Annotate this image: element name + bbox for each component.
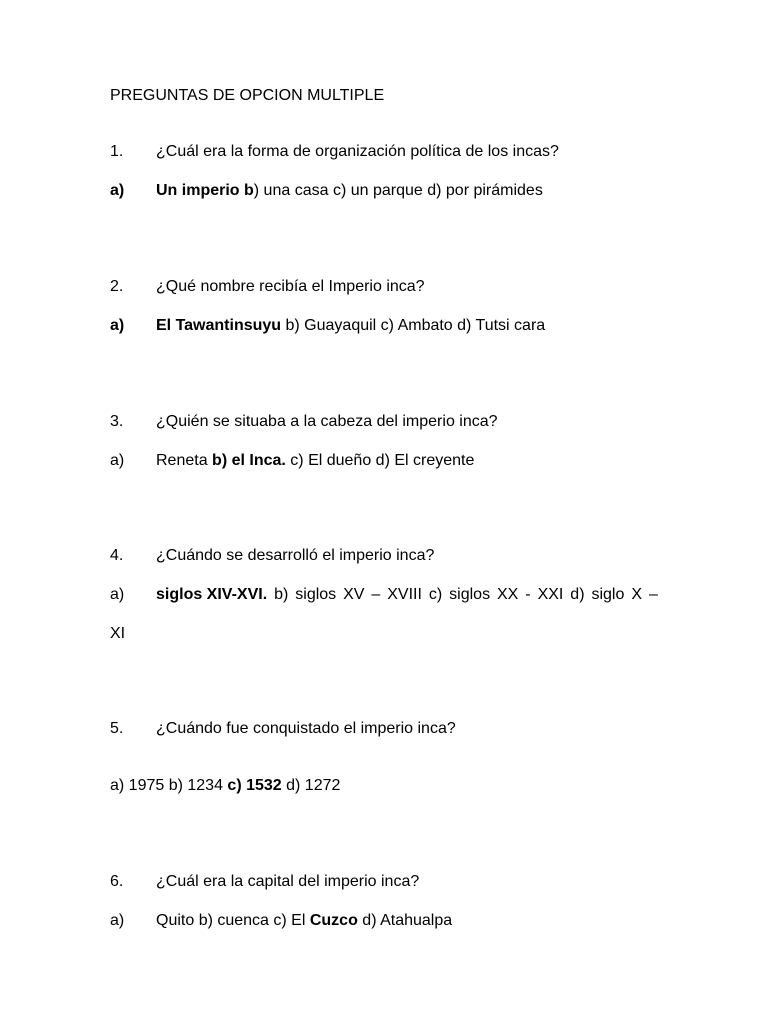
question-number: 2. bbox=[110, 278, 124, 295]
question-5 bbox=[110, 719, 456, 739]
answer-segment: El Tawantinsuyu bbox=[156, 317, 282, 334]
question-text: ¿Quién se situaba a la cabeza del imperio inca? bbox=[156, 413, 498, 430]
answer-options-2 bbox=[110, 316, 545, 336]
question-2 bbox=[110, 277, 425, 297]
page-title: PREGUNTAS DE OPCION MULTIPLE bbox=[110, 87, 385, 104]
question-4 bbox=[110, 546, 434, 566]
answer-options-4 bbox=[110, 585, 658, 605]
answer-segment: b) siglos XV – XVIII c) siglos XX - XXI d) siglo X – bbox=[267, 586, 658, 603]
answer-segment: a) 1975 b) 1234 bbox=[110, 777, 228, 794]
answer-label: a) bbox=[110, 182, 125, 199]
question-text: ¿Cuál era la forma de organización política de los incas? bbox=[156, 143, 559, 160]
answer-options-1 bbox=[110, 181, 543, 201]
question-6 bbox=[110, 872, 419, 892]
question-number: 1. bbox=[110, 143, 124, 160]
question-text: ¿Cuándo se desarrolló el imperio inca? bbox=[156, 547, 435, 564]
answer-options-5 bbox=[110, 776, 340, 796]
answer-label: a) bbox=[110, 452, 125, 469]
answer-segment: b) Guayaquil c) Ambato d) Tutsi cara bbox=[281, 317, 546, 334]
answer-segment: Reneta bbox=[156, 452, 213, 469]
answer-segment: d) Atahualpa bbox=[357, 912, 453, 929]
answer-segment: ) una casa c) un parque d) por pirámides bbox=[253, 182, 543, 199]
answer-segment: d) 1272 bbox=[281, 777, 341, 794]
answer-segment: siglos XIV-XVI. bbox=[156, 586, 268, 603]
question-1 bbox=[110, 142, 559, 162]
answer-options-3 bbox=[110, 451, 474, 471]
answer-label: a) bbox=[110, 912, 125, 929]
answer-segment: Cuzco bbox=[309, 912, 358, 929]
answer-label: a) bbox=[110, 317, 125, 334]
question-text: ¿Cuál era la capital del imperio inca? bbox=[156, 873, 420, 890]
question-text: ¿Qué nombre recibía el Imperio inca? bbox=[156, 278, 425, 295]
answer-label: a) bbox=[110, 586, 125, 603]
answer-segment: b) el Inca. bbox=[212, 452, 286, 469]
question-number: 4. bbox=[110, 547, 124, 564]
answer-segment: c) 1532 bbox=[227, 777, 282, 794]
answer-segment: Un imperio b bbox=[156, 182, 254, 199]
answer-segment: Quito b) cuenca c) El bbox=[156, 912, 310, 929]
answer-segment: c) El dueño d) El creyente bbox=[285, 452, 475, 469]
question-text: ¿Cuándo fue conquistado el imperio inca? bbox=[156, 720, 456, 737]
question-3 bbox=[110, 412, 498, 432]
question-number: 5. bbox=[110, 720, 124, 737]
question-number: 6. bbox=[110, 873, 124, 890]
question-number: 3. bbox=[110, 413, 124, 430]
answer-continuation-4: XI bbox=[110, 625, 126, 642]
answer-options-6 bbox=[110, 911, 452, 931]
